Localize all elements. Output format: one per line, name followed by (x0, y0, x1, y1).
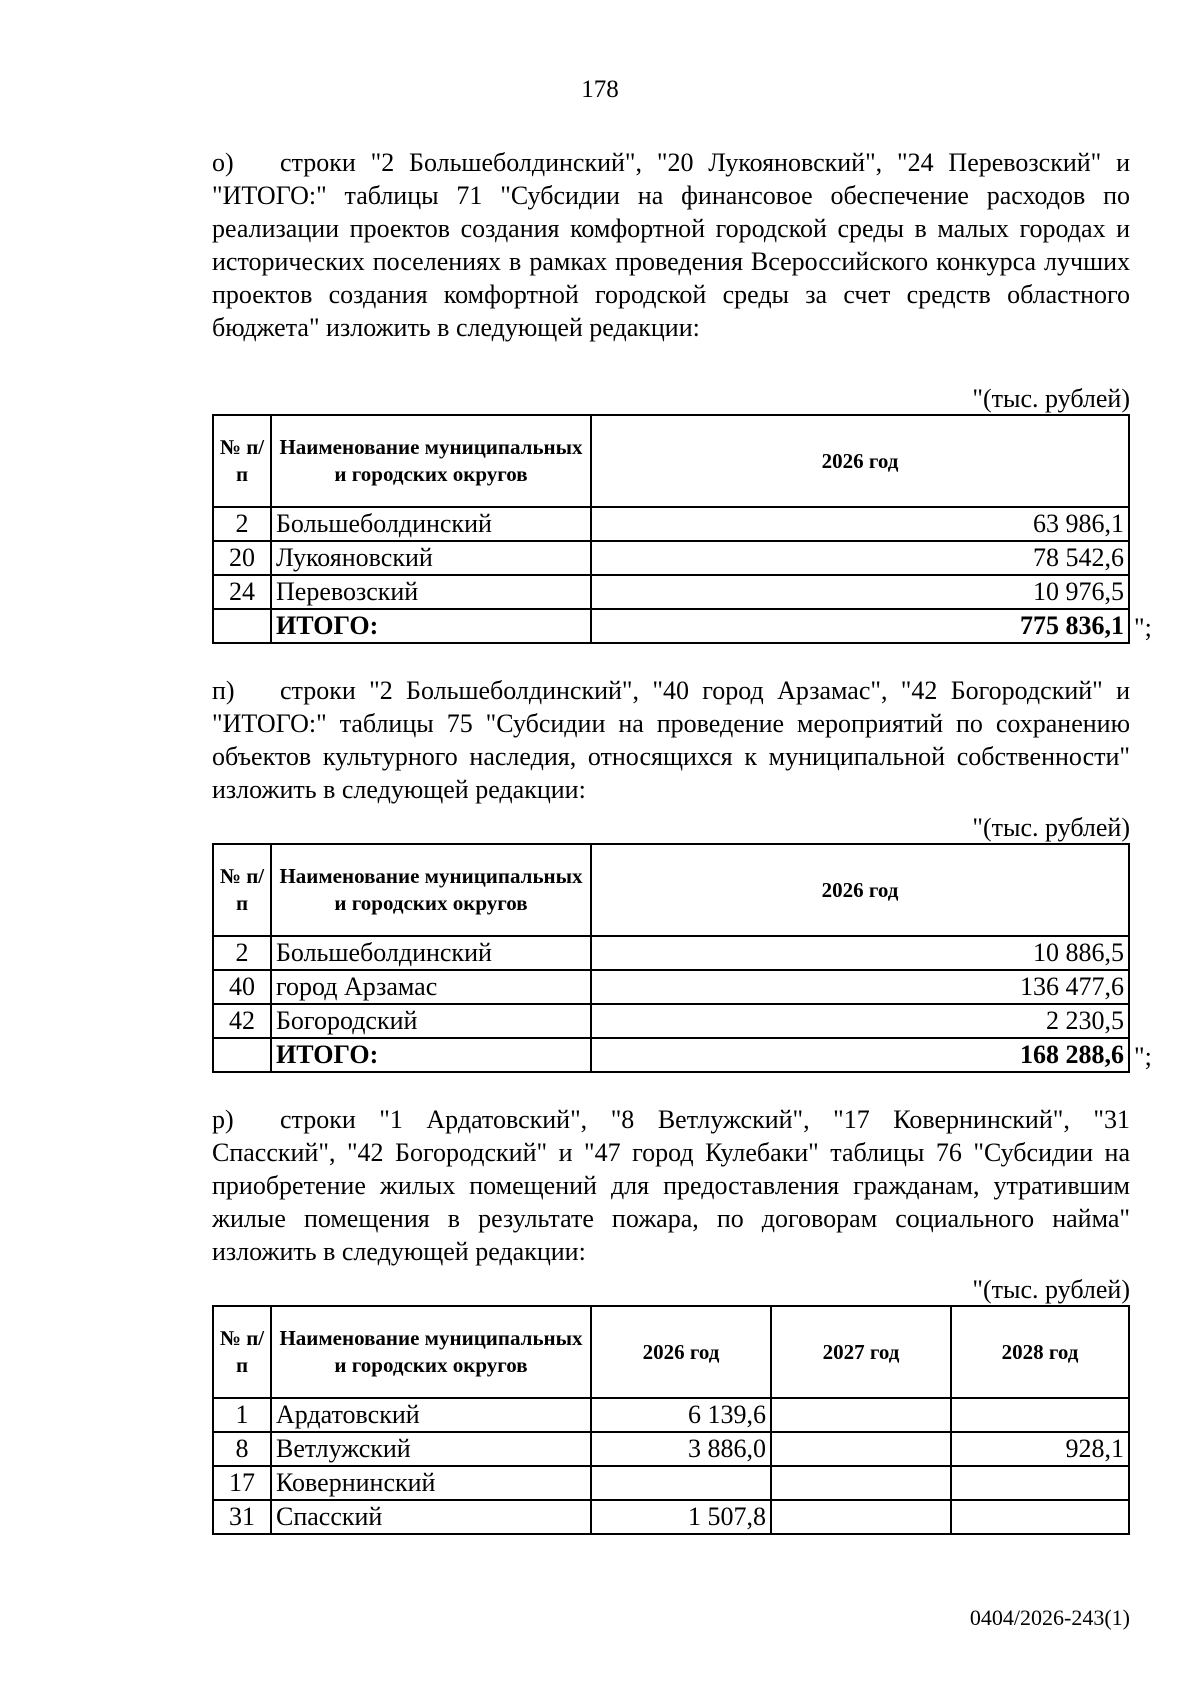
header-2026: 2026 год (591, 1306, 771, 1398)
cell-2027 (771, 1432, 951, 1466)
cell-num: 42 (213, 1004, 271, 1038)
table-row (213, 1500, 1129, 1534)
header-2027: 2027 год (771, 1306, 951, 1398)
table-75 (212, 843, 1130, 1073)
table-row (213, 936, 1129, 970)
total-2026: 775 836,1 (591, 609, 1129, 643)
cell-2026: 10 976,5 (591, 575, 1129, 609)
cell-2028: 928,1 (951, 1432, 1129, 1466)
table-row (213, 1466, 1129, 1500)
cell-2028 (951, 1466, 1129, 1500)
paragraph-text: строки "2 Большеболдинский", "40 город Арзамас", "42 Богородский" и "ИТОГО:" таблицы 75 "Субсидии на проведение мероприятий по сохранению объектов культурного наследия, относящихся к муниципальной собственности" изложить в следующей редакции: (212, 676, 1130, 804)
cell-name: Богородский (271, 1004, 591, 1038)
table-71 (212, 414, 1130, 644)
document-code: 0404/2026-243(1) (969, 1605, 1130, 1630)
section-letter: о) (212, 148, 234, 177)
cell-name: Ковернинский (271, 1466, 591, 1500)
header-num: № п/п (213, 844, 271, 936)
cell-num: 31 (213, 1500, 271, 1534)
cell-name: Лукояновский (271, 541, 591, 575)
table-76 (212, 1305, 1130, 1535)
cell-2027 (771, 1500, 951, 1534)
cell-name: город Арзамас (271, 970, 591, 1004)
cell-2028 (951, 1398, 1129, 1432)
cell-num: 17 (213, 1466, 271, 1500)
cell-2028 (951, 1500, 1129, 1534)
cell-num: 8 (213, 1432, 271, 1466)
cell-2026: 136 477,6 (591, 970, 1129, 1004)
paragraph-text: строки "2 Большеболдинский", "20 Лукояновский", "24 Перевозский" и "ИТОГО:" таблицы 71 "Субсидии на финансовое обеспечение расходов по реализации проектов создания комфортной городской среды в малых городах и исторических поселениях в рамках проведения Всероссийского конкурса лучших проектов создания комфортной городской среды за счет средств областного бюджета" изложить в следующей редакции: (212, 148, 1130, 342)
closing-quote: "; (1134, 613, 1152, 642)
cell-name: Большеболдинский (271, 507, 591, 541)
cell-num: 2 (213, 936, 271, 970)
cell-2026: 2 230,5 (591, 1004, 1129, 1038)
section-letter: р) (212, 1105, 234, 1134)
cell-2027 (771, 1466, 951, 1500)
closing-quote: "; (1134, 1042, 1152, 1071)
paragraph-text: строки "1 Ардатовский", "8 Ветлужский", "17 Ковернинский", "31 Спасский", "42 Богородский" и "47 город Кулебаки" таблицы 76 "Субсидии на приобретение жилых помещений для предоставления гражданам, утратившим жилые помещения в результате пожара, по договорам социального найма" изложить в следующей редакции: (212, 1105, 1130, 1266)
paragraph-section-o (212, 146, 1130, 344)
cell-name: Спасский (271, 1500, 591, 1534)
table-row (213, 575, 1129, 609)
paragraph-section-p (212, 674, 1130, 806)
header-name: Наименование муниципальных и городских округов (271, 1306, 591, 1398)
table-row (213, 1432, 1129, 1466)
header-2026: 2026 год (591, 415, 1129, 507)
unit-label: "(тыс. рублей) (972, 813, 1130, 842)
cell-num: 2 (213, 507, 271, 541)
cell-2027 (771, 1398, 951, 1432)
header-num: № п/п (213, 415, 271, 507)
header-2026: 2026 год (591, 844, 1129, 936)
cell-2026: 3 886,0 (591, 1432, 771, 1466)
cell-2026: 1 507,8 (591, 1500, 771, 1534)
cell-num: 20 (213, 541, 271, 575)
cell-num: 24 (213, 575, 271, 609)
page-number: 178 (581, 76, 619, 103)
cell-name: Ветлужский (271, 1432, 591, 1466)
paragraph-section-r (212, 1103, 1130, 1268)
cell-name: Перевозский (271, 575, 591, 609)
header-num: № п/п (213, 1306, 271, 1398)
unit-label: "(тыс. рублей) (972, 1275, 1130, 1304)
cell-2026: 6 139,6 (591, 1398, 771, 1432)
table-row (213, 1398, 1129, 1432)
total-row (213, 1038, 1129, 1072)
cell-2026: 63 986,1 (591, 507, 1129, 541)
table-row (213, 541, 1129, 575)
cell-num (213, 1038, 271, 1072)
cell-2026: 78 542,6 (591, 541, 1129, 575)
header-2028: 2028 год (951, 1306, 1129, 1398)
total-label: ИТОГО: (271, 1038, 591, 1072)
header-name: Наименование муниципальных и городских округов (271, 844, 591, 936)
cell-name: Большеболдинский (271, 936, 591, 970)
cell-num: 1 (213, 1398, 271, 1432)
table-row (213, 970, 1129, 1004)
total-label: ИТОГО: (271, 609, 591, 643)
section-letter: п) (212, 676, 235, 705)
cell-num: 40 (213, 970, 271, 1004)
total-row (213, 609, 1129, 643)
cell-num (213, 609, 271, 643)
cell-name: Ардатовский (271, 1398, 591, 1432)
header-name: Наименование муниципальных и городских округов (271, 415, 591, 507)
cell-2026 (591, 1466, 771, 1500)
cell-2026: 10 886,5 (591, 936, 1129, 970)
total-2026: 168 288,6 (591, 1038, 1129, 1072)
unit-label: "(тыс. рублей) (972, 384, 1130, 413)
table-row (213, 507, 1129, 541)
table-row (213, 1004, 1129, 1038)
